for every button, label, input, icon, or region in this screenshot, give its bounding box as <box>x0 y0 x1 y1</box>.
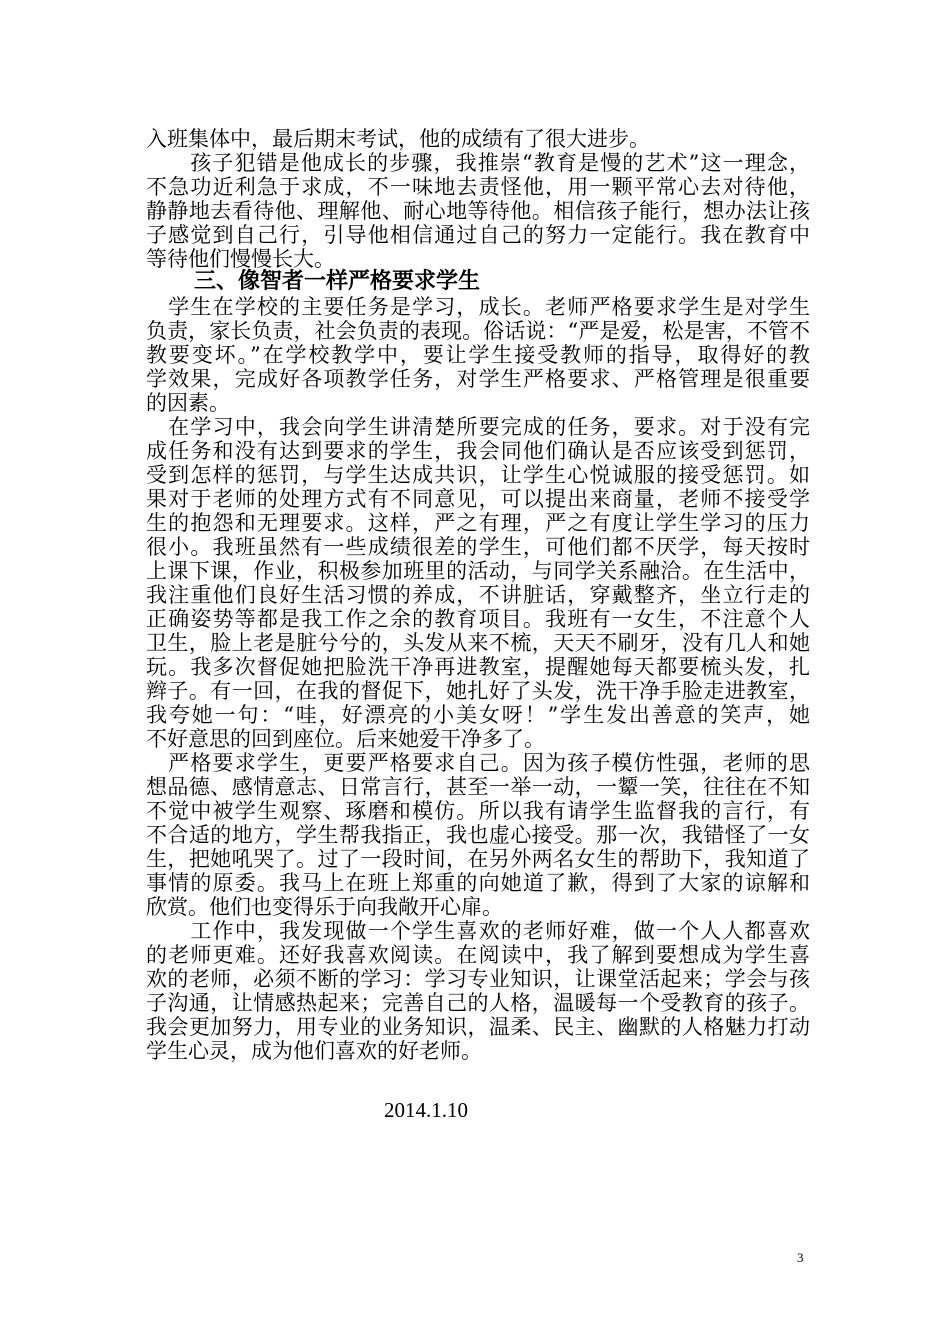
body-text-line: 我注重他们良好生活习惯的养成，不讲脏话，穿戴整齐，坐立行走的 <box>146 583 810 607</box>
body-text-line: 不合适的地方，学生帮我指正，我也虚心接受。那一次，我错怪了一女 <box>146 823 810 847</box>
body-text-line: 工作中，我发现做一个学生喜欢的老师好难，做一个人人都喜欢 <box>146 919 810 943</box>
body-text-line: 等待他们慢慢长大。 <box>146 247 335 271</box>
body-text-line: 欣赏。他们也变得乐于向我敞开心扉。 <box>146 895 503 919</box>
body-text-line: 欢的老师，必须不断的学习：学习专业知识，让课堂活起来；学会与孩 <box>146 967 810 991</box>
body-text-line: 玩。我多次督促她把脸洗干净再进教室，提醒她每天都要梳头发，扎 <box>146 655 810 679</box>
body-text-line: 不觉中被学生观察、琢磨和模仿。所以我有请学生监督我的言行，有 <box>146 799 810 823</box>
body-text-line: 孩子犯错是他成长的步骤，我推崇“教育是慢的艺术”这一理念， <box>146 151 810 175</box>
body-text-line: 不好意思的回到座位。后来她爱干净多了。 <box>146 727 545 751</box>
body-text-line: 我夸她一句：“哇，好漂亮的小美女呀！”学生发出善意的笑声，她 <box>146 703 810 727</box>
body-text-line: 学生在学校的主要任务是学习，成长。老师严格要求学生是对学生 <box>146 295 810 319</box>
body-text-line: 严格要求学生，更要严格要求自己。因为孩子模仿性强，老师的思 <box>146 751 810 775</box>
body-text-line: 生的抱怨和无理要求。这样，严之有理，严之有度让学生学习的压力 <box>146 511 810 535</box>
body-text-line: 负责，家长负责，社会负责的表现。俗话说：“严是爱，松是害，不管不 <box>146 319 810 343</box>
section-heading: 三、像智者一样严格要求学生 <box>194 268 481 294</box>
body-text-line: 学生心灵，成为他们喜欢的好老师。 <box>146 1039 482 1063</box>
body-text-line: 事情的原委。我马上在班上郑重的向她道了歉，得到了大家的谅解和 <box>146 871 810 895</box>
body-text-line: 成任务和没有达到要求的学生，我会同他们确认是否应该受到惩罚， <box>146 439 810 463</box>
body-text-line: 果对于老师的处理方式有不同意见，可以提出来商量，老师不接受学 <box>146 487 810 511</box>
body-text-line: 不急功近利急于求成，不一味地去责怪他，用一颗平常心去对待他， <box>146 175 810 199</box>
body-text-line: 的因素。 <box>146 391 230 415</box>
body-text-line: 教要变坏。”在学校教学中，要让学生接受教师的指导，取得好的教 <box>146 343 810 367</box>
body-text-line: 正确姿势等都是我工作之余的教育项目。我班有一女生，不注意个人 <box>146 607 810 631</box>
document-date: 2014.1.10 <box>384 1098 468 1122</box>
body-text-line: 入班集体中，最后期末考试，他的成绩有了很大进步。 <box>146 127 650 151</box>
body-text-line: 学效果，完成好各项教学任务，对学生严格要求、严格管理是很重要 <box>146 367 810 391</box>
body-text-line: 我会更加努力，用专业的业务知识，温柔、民主、幽默的人格魅力打动 <box>146 1015 810 1039</box>
body-text-line: 生，把她吼哭了。过了一段时间，在另外两名女生的帮助下，我知道了 <box>146 847 810 871</box>
body-text-line: 子感觉到自己行，引导他相信通过自己的努力一定能行。我在教育中 <box>146 223 810 247</box>
body-text-line: 卫生，脸上老是脏兮兮的，头发从来不梳，天天不刷牙，没有几人和她 <box>146 631 810 655</box>
body-text-line: 上课下课，作业，积极参加班里的活动，与同学关系融洽。在生活中， <box>146 559 810 583</box>
body-text-line: 的老师更难。还好我喜欢阅读。在阅读中，我了解到要想成为学生喜 <box>146 943 810 967</box>
body-text-line: 静静地去看待他、理解他、耐心地等待他。相信孩子能行，想办法让孩 <box>146 199 810 223</box>
body-text-line: 在学习中，我会向学生讲清楚所要完成的任务，要求。对于没有完 <box>146 415 810 439</box>
body-text-line: 受到怎样的惩罚，与学生达成共识，让学生心悦诚服的接受惩罚。如 <box>146 463 810 487</box>
body-text-line: 子沟通，让情感热起来；完善自己的人格，温暖每一个受教育的孩子。 <box>146 991 810 1015</box>
body-text-line: 很小。我班虽然有一些成绩很差的学生，可他们都不厌学，每天按时 <box>146 535 810 559</box>
body-text-line: 想品德、感情意志、日常言行，甚至一举一动，一颦一笑，往往在不知 <box>146 775 810 799</box>
page-number: 3 <box>797 1250 804 1265</box>
body-text-line: 辫子。有一回，在我的督促下，她扎好了头发，洗干净手脸走进教室， <box>146 679 810 703</box>
